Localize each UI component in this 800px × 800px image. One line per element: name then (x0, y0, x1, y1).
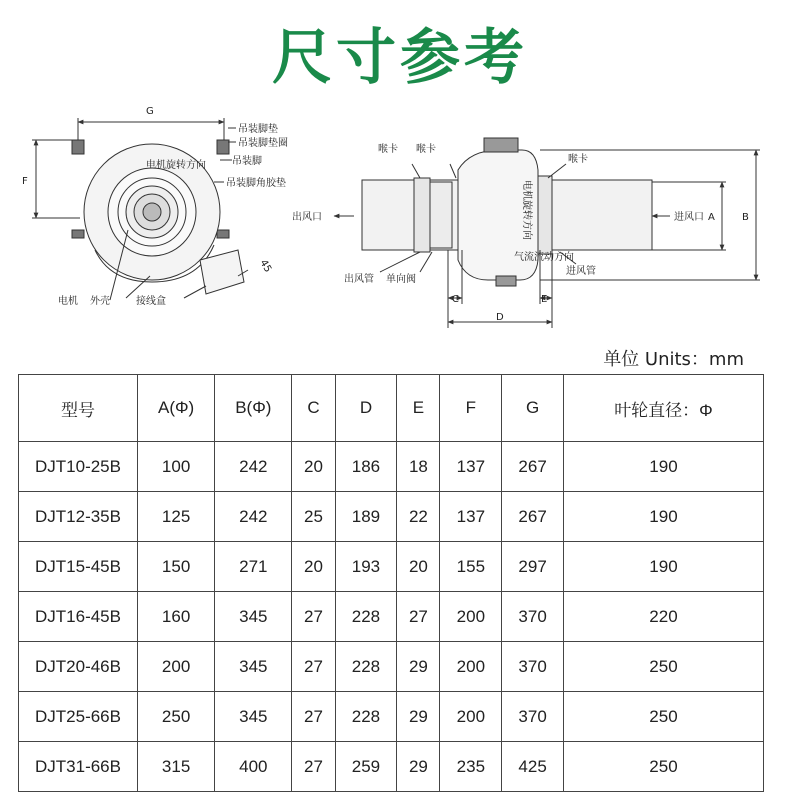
table-cell: 425 (502, 742, 564, 792)
table-cell: 200 (138, 642, 215, 692)
table-cell: 160 (138, 592, 215, 642)
dim-d-label: D (496, 312, 504, 323)
table-row (19, 742, 764, 792)
table-cell: DJT31-66B (19, 742, 138, 792)
table-cell: 267 (502, 442, 564, 492)
label-check-valve: 单向阀 (386, 274, 416, 285)
dim-b-label: B (742, 212, 749, 223)
table-row (19, 692, 764, 742)
table-cell: 190 (563, 442, 763, 492)
header-e: E (397, 375, 440, 442)
table-cell: 150 (138, 542, 215, 592)
label-motor: 电机 (58, 296, 78, 307)
table-row (19, 642, 764, 692)
label-motor-rotation-right: 电机旋转方向 (521, 180, 532, 240)
label-hanging-pad: 吊装脚垫 (238, 124, 278, 135)
table-cell: 22 (397, 492, 440, 542)
dim-g-label: G (146, 106, 154, 117)
label-clamp-1: 喉卡 (378, 144, 398, 155)
table-cell: 20 (397, 542, 440, 592)
table-cell: 18 (397, 442, 440, 492)
table-cell: 345 (215, 592, 292, 642)
label-inlet: 进风口 (674, 212, 704, 223)
table-cell: 200 (440, 642, 502, 692)
label-motor-rotation-left: 电机旋转方向 (146, 160, 206, 171)
table-cell: 250 (138, 692, 215, 742)
label-clamp-3: 喉卡 (568, 154, 588, 165)
table-row (19, 442, 764, 492)
table-cell: 20 (292, 542, 335, 592)
table-cell: 125 (138, 492, 215, 542)
label-outlet-pipe: 出风管 (344, 274, 374, 285)
header-c: C (292, 375, 335, 442)
table-cell: 259 (335, 742, 397, 792)
table-cell: 27 (397, 592, 440, 642)
table-cell: 27 (292, 742, 335, 792)
table-cell: 228 (335, 692, 397, 742)
header-d: D (335, 375, 397, 442)
table-cell: 250 (563, 692, 763, 742)
label-hanging-foot: 吊装脚 (232, 156, 262, 167)
table-cell: 220 (563, 592, 763, 642)
header-f: F (440, 375, 502, 442)
table-cell: 137 (440, 442, 502, 492)
table-cell: 25 (292, 492, 335, 542)
label-clamp-2: 喉卡 (416, 144, 436, 155)
table-header-row (19, 375, 764, 442)
page-title: 尺寸参考 (272, 23, 528, 93)
table-cell: 235 (440, 742, 502, 792)
table-cell: 155 (440, 542, 502, 592)
table-cell: 250 (563, 742, 763, 792)
header-model: 型号 (19, 375, 138, 442)
label-corner-pad: 吊装脚角胶垫 (226, 178, 286, 189)
table-cell: 29 (397, 742, 440, 792)
table-cell: 186 (335, 442, 397, 492)
label-hanging-washer: 吊装脚垫圈 (238, 138, 288, 149)
table-cell: 400 (215, 742, 292, 792)
table-cell: DJT16-45B (19, 592, 138, 642)
table-cell: 228 (335, 642, 397, 692)
table-cell: 27 (292, 692, 335, 742)
label-inlet-pipe: 进风管 (566, 266, 596, 277)
label-airflow: 气流流动方向 (514, 252, 574, 263)
table-cell: 345 (215, 642, 292, 692)
table-cell: 27 (292, 642, 335, 692)
header-impeller-diameter: 叶轮直径：Φ (563, 375, 763, 442)
table-cell: 297 (502, 542, 564, 592)
table-row (19, 492, 764, 542)
table-cell: DJT25-66B (19, 692, 138, 742)
label-shell: 外壳 (90, 296, 110, 307)
table-cell: 345 (215, 692, 292, 742)
table-cell: 193 (335, 542, 397, 592)
header-g: G (502, 375, 564, 442)
table-cell: 370 (502, 592, 564, 642)
table-cell: 20 (292, 442, 335, 492)
dim-c-label: C (452, 294, 459, 305)
header-b: B(Φ) (215, 375, 292, 442)
table-cell: 271 (215, 542, 292, 592)
front-view (32, 118, 248, 300)
unit-label: 单位 Units：mm (603, 349, 744, 370)
spec-table (18, 374, 764, 792)
table-cell: 315 (138, 742, 215, 792)
table-cell: DJT10-25B (19, 442, 138, 492)
table-cell: 242 (215, 492, 292, 542)
table-cell: 200 (440, 592, 502, 642)
table-cell: DJT20-46B (19, 642, 138, 692)
dim-a-label: A (708, 212, 715, 223)
table-cell: 242 (215, 442, 292, 492)
table-cell: 190 (563, 542, 763, 592)
table-cell: 190 (563, 492, 763, 542)
table-row (19, 542, 764, 592)
table-cell: 267 (502, 492, 564, 542)
dim-f-label: F (22, 176, 28, 187)
dim-e-label: E (541, 294, 548, 305)
table-cell: 29 (397, 692, 440, 742)
label-junction-box: 接线盒 (136, 296, 166, 307)
table-cell: 100 (138, 442, 215, 492)
table-cell: DJT12-35B (19, 492, 138, 542)
dimension-drawing (0, 100, 800, 345)
table-cell: 200 (440, 692, 502, 742)
table-row (19, 592, 764, 642)
dim-45-label: 45 (257, 258, 274, 275)
table-cell: DJT15-45B (19, 542, 138, 592)
label-outlet: 出风口 (292, 212, 322, 223)
table-cell: 370 (502, 642, 564, 692)
header-a: A(Φ) (138, 375, 215, 442)
table-cell: 29 (397, 642, 440, 692)
table-cell: 137 (440, 492, 502, 542)
table-cell: 370 (502, 692, 564, 742)
table-cell: 27 (292, 592, 335, 642)
table-cell: 250 (563, 642, 763, 692)
table-cell: 228 (335, 592, 397, 642)
table-cell: 189 (335, 492, 397, 542)
